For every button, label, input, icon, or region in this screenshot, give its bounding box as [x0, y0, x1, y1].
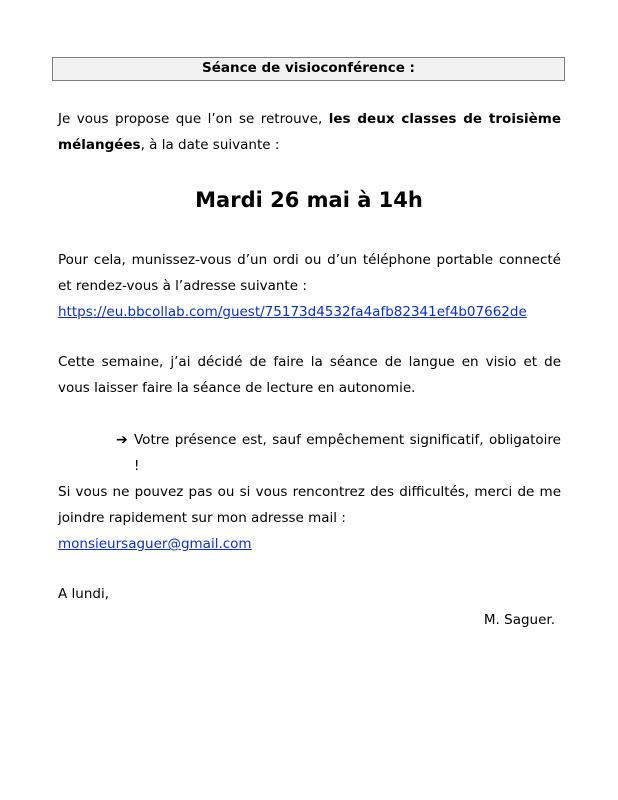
- instructions-paragraph: [58, 247, 561, 325]
- signature: M. Saguer.: [483, 612, 555, 628]
- arrow-right-icon: ➔: [116, 432, 128, 448]
- meeting-link[interactable]: https://eu.bbcollab.com/guest/75173d4532fa4afb82341ef4b07662de: [58, 304, 527, 320]
- intro-text-end: , à la date suivante :: [140, 137, 280, 153]
- email-link[interactable]: monsieursaguer@gmail.com: [58, 536, 252, 552]
- intro-paragraph: [58, 106, 561, 158]
- meeting-date-heading: Mardi 26 mai à 14h: [195, 188, 423, 212]
- presence-notice: [116, 427, 561, 479]
- presence-notice-text: Votre présence est, sauf empêchement significatif, obligatoire !: [134, 432, 561, 474]
- instructions-text: Pour cela, munissez-vous d’un ordi ou d’un téléphone portable connecté et rendez-vous à l’adresse suivante :: [58, 252, 561, 294]
- intro-bold-text: les deux classes de troisième mélangées: [58, 111, 561, 153]
- closing-text: A lundi,: [58, 586, 110, 602]
- intro-text-start: Je vous propose que l’on se retrouve,: [58, 111, 329, 127]
- week-note-paragraph: Cette semaine, j’ai décidé de faire la séance de langue en visio et de vous laisser faire la séance de lecture en autonomie.: [58, 354, 561, 396]
- difficulties-text: Si vous ne pouvez pas ou si vous rencontrez des difficultés, merci de me joindre rapidement sur mon adresse mail :: [58, 484, 561, 526]
- difficulties-paragraph: [58, 479, 561, 557]
- document-title: Séance de visioconférence :: [52, 57, 565, 81]
